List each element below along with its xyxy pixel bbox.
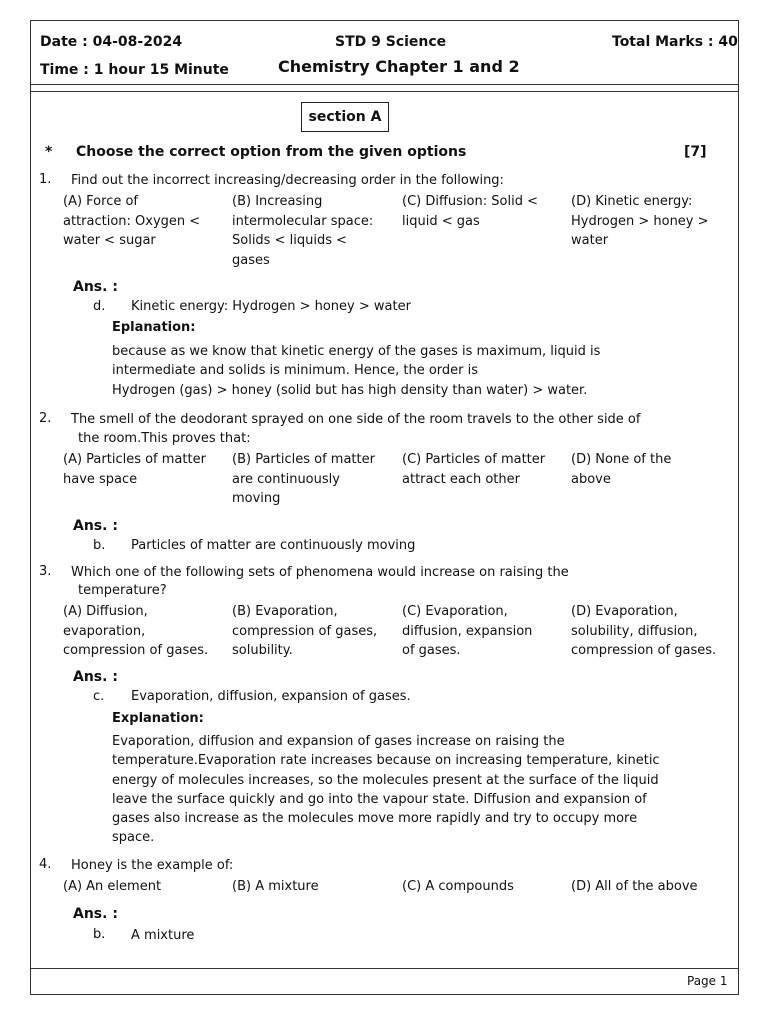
option-d (571, 192, 731, 251)
explanation-line: gases also increase as the molecules move more rapidly and try to occupy more (112, 811, 638, 827)
option-line: (C) Particles of matter (402, 452, 546, 467)
option-a (63, 192, 223, 251)
option-b (232, 602, 392, 661)
option-line: water (571, 233, 609, 248)
header-divider-second (30, 91, 739, 92)
explanation-line: Evaporation, diffusion and expansion of gases increase on raising the (112, 734, 565, 749)
option-line: gases (232, 252, 270, 268)
question-text: Which one of the following sets of phenomena would increase on raising the (71, 565, 569, 580)
option-line: Hydrogen > honey > (571, 213, 709, 229)
section-title: section A (301, 102, 389, 132)
option-line: liquid < gas (402, 213, 480, 229)
option-line: intermolecular space: (232, 213, 374, 229)
answer-text: Particles of matter are continuously moving (131, 538, 416, 553)
option-line: solubility. (232, 643, 293, 658)
page-number: Page 1 (687, 974, 728, 988)
option-a (63, 602, 223, 661)
question-text: Find out the incorrect increasing/decreasing order in the following: (71, 173, 504, 188)
answer-letter: b. (93, 927, 106, 942)
option-line: of gases. (402, 643, 461, 658)
exam-subject: STD 9 Science (335, 34, 447, 50)
question-number: 4. (39, 857, 52, 872)
explanation-line: because as we know that kinetic energy of the gases is maximum, liquid is (112, 344, 601, 359)
explanation-line: Hydrogen (gas) > honey (solid but has high density than water) > water. (112, 382, 588, 398)
option-line: (C) Evaporation, (402, 604, 508, 619)
option-line: compression of gases, (232, 623, 378, 639)
exam-chapter: Chemistry Chapter 1 and 2 (278, 57, 520, 76)
option-line: (C) A compounds (402, 879, 514, 894)
option-line: attract each other (402, 471, 520, 487)
answer-label: Ans. : (73, 906, 118, 922)
answer-text: Evaporation, diffusion, expansion of gases. (131, 689, 411, 704)
option-line: (D) Evaporation, (571, 604, 678, 619)
question-text: The smell of the deodorant sprayed on one side of the room travels to the other side of (71, 412, 641, 427)
option-line: are continuously (232, 471, 340, 487)
question-text: Honey is the example of: (71, 858, 234, 873)
instruction-bullet: * (45, 144, 53, 160)
option-line: moving (232, 491, 281, 506)
option-d (571, 450, 731, 489)
section-instruction: Choose the correct option from the given options (76, 144, 467, 160)
option-line: (D) None of the (571, 452, 672, 467)
answer-letter: b. (93, 538, 106, 553)
explanation-line: intermediate and solids is minimum. Hence, the order is (112, 363, 479, 379)
explanation-label: Eplanation: (112, 320, 196, 335)
option-line: evaporation, (63, 623, 146, 639)
option-line: (B) Particles of matter (232, 452, 375, 467)
option-d (571, 602, 731, 661)
option-c (402, 602, 562, 661)
question-number: 1. (39, 172, 52, 187)
option-line: (B) Evaporation, (232, 604, 338, 619)
option-line: (B) A mixture (232, 879, 319, 894)
option-line: solubility, diffusion, (571, 623, 698, 639)
explanation-line: space. (112, 830, 155, 846)
option-line: (D) Kinetic energy: (571, 194, 693, 209)
explanation-text (112, 342, 717, 400)
option-c (402, 450, 562, 489)
option-line: above (571, 471, 611, 487)
explanation-line: temperature.Evaporation rate increases because on increasing temperature, kinetic (112, 753, 660, 769)
answer-label: Ans. : (73, 518, 118, 534)
answer-letter: c. (93, 689, 105, 704)
option-b (232, 450, 392, 509)
answer-label: Ans. : (73, 279, 118, 295)
question-text-continued: the room.This proves that: (78, 431, 251, 446)
exam-time: Time : 1 hour 15 Minute (40, 62, 229, 78)
option-d (571, 877, 731, 897)
option-c (402, 877, 562, 897)
option-line: (D) All of the above (571, 879, 698, 894)
explanation-line: energy of molecules increases, so the molecules present at the surface of the liquid (112, 772, 659, 788)
option-line: (A) An element (63, 879, 162, 894)
answer-text: Kinetic energy: Hydrogen > honey > water (131, 299, 411, 314)
option-a (63, 877, 223, 897)
option-line: (A) Force of (63, 194, 139, 209)
footer-divider (30, 968, 739, 969)
option-line: compression of gases. (63, 643, 209, 658)
exam-date: Date : 04-08-2024 (40, 34, 183, 50)
explanation-line: leave the surface quickly and go into the vapour state. Diffusion and expansion of (112, 791, 647, 807)
option-b (232, 192, 392, 270)
option-line: (A) Particles of matter (63, 452, 206, 467)
option-line: (A) Diffusion, (63, 604, 148, 619)
question-number: 3. (39, 564, 52, 579)
option-b (232, 877, 392, 897)
option-line: compression of gases. (571, 643, 717, 658)
explanation-label: Explanation: (112, 711, 204, 726)
header-divider (30, 84, 739, 85)
question-number: 2. (39, 411, 52, 426)
option-line: have space (63, 471, 138, 487)
option-line: diffusion, expansion (402, 623, 533, 639)
option-line: attraction: Oxygen < (63, 213, 201, 229)
option-line: (B) Increasing (232, 194, 323, 209)
answer-letter: d. (93, 299, 106, 314)
section-marks: [7] (684, 144, 707, 160)
option-a (63, 450, 223, 489)
total-marks: Total Marks : 40 (612, 34, 738, 50)
answer-label: Ans. : (73, 669, 118, 685)
explanation-text (112, 732, 717, 848)
question-text-continued: temperature? (78, 583, 167, 598)
option-c (402, 192, 562, 231)
option-line: (C) Diffusion: Solid < (402, 194, 538, 209)
option-line: water < sugar (63, 233, 156, 248)
option-line: Solids < liquids < (232, 233, 347, 248)
answer-text: A mixture (131, 928, 195, 943)
